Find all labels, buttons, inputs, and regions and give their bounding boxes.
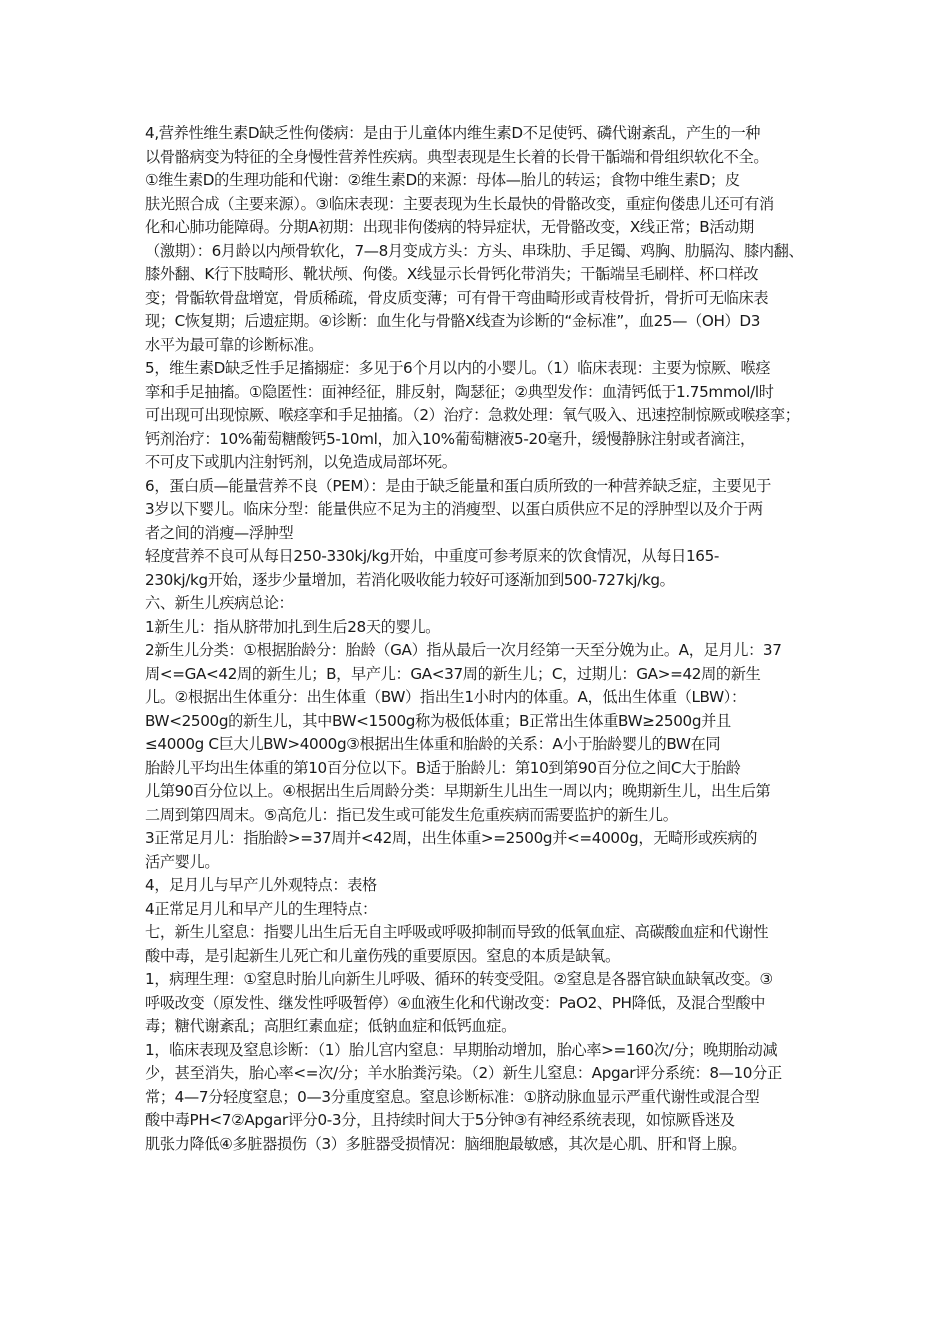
text-line: 肌张力降低④多脏器损伤（3）多脏器受损情况：脑细胞最敏感，其次是心肌、肝和肾上腺。 [145,1134,747,1153]
text-line: 1，临床表现及窒息诊断：（1）胎儿宫内窒息：早期胎动增加，胎心率>=160次/分；晚期胎动减 [145,1040,778,1059]
text-line: 胎龄儿平均出生体重的第10百分位以下。B适于胎龄儿：第10到第90百分位之间C大于胎龄 [145,758,741,777]
text-line: 活产婴儿。 [145,852,220,871]
text-line: 以骨骼病变为特征的全身慢性营养性疾病。典型表现是生长着的长骨干骺端和骨组织软化不全。 [145,147,769,166]
text-line: 者之间的消瘦—浮肿型 [145,523,294,542]
text-line: 3正常足月儿：指胎龄>=37周并<42周，出生体重>=2500g并<=4000g，无畸形或疾病的 [145,829,758,847]
text-line: 可出现可出现惊厥、喉痉挛和手足抽搐。（2）治疗：急救处理：氧气吸入、迅速控制惊厥或喉痉挛； [145,406,800,424]
text-line: 230kj/kg开始，逐步少量增加，若消化吸收能力较好可逐渐加到500-727kj/kg。 [145,570,675,589]
text-line: 5，维生素D缺乏性手足搐搦症：多见于6个月以内的小婴儿。（1）临床表现：主要为惊厥、喉痉 [145,359,771,377]
text-line: 少，甚至消失，胎心率<=次/分；羊水胎粪污染。（2）新生儿窒息：Apgar评分系统：8—10分正 [145,1064,782,1082]
text-line: 6，蛋白质—能量营养不良（PEM）：是由于缺乏能量和蛋白质所致的一种营养缺乏症，主要见于 [145,476,772,495]
text-line: 化和心肺功能障碍。分期A初期：出现非佝偻病的特异症状，无骨骼改变，X线正常；B活动期 [145,218,754,236]
text-line: （激期）：6月龄以内颅骨软化，7—8月变成方头：方头、串珠肋、手足镯、鸡胸、肋膈沟、膝内翻、 [145,241,804,260]
document-body [145,122,835,1156]
text-line: ≤4000g C巨大儿BW>4000g③根据出生体重和胎龄的关系：A小于胎龄婴儿的BW在同 [145,735,721,753]
text-line: 不可皮下或肌内注射钙剂，以免造成局部坏死。 [145,453,457,471]
text-line: 4,营养性维生素D缺乏性佝偻病：是由于儿童体内维生素D不足使钙、磷代谢紊乱，产生的一种 [145,124,761,142]
text-line: 酸中毒PH<7②Apgar评分0-3分，且持续时间大于5分钟③有神经系统表现，如惊厥昏迷及 [145,1111,735,1129]
text-line: BW<2500g的新生儿，其中BW<1500g称为极低体重；B正常出生体重BW≥2500g并且 [145,711,731,730]
text-line: 1，病理生理：①窒息时胎儿向新生儿呼吸、循环的转变受阻。②窒息是各器官缺血缺氧改变。③ [145,970,773,988]
text-line: 膝外翻、K行下肢畸形、靴状颅、佝偻。X线显示长骨钙化带消失；干骺端呈毛刷样、杯口样改 [145,265,759,283]
text-line: 轻度营养不良可从每日250-330kj/kg开始，中重度可参考原来的饮食情况，从每日165- [145,547,720,565]
text-line: 二周到第四周末。⑤高危儿：指已发生或可能发生危重疾病而需要监护的新生儿。 [145,805,678,824]
text-line: 挛和手足抽搐。①隐匿性：面神经征，腓反射，陶瑟征；②典型发作：血清钙低于1.75mmol/l时 [145,382,774,401]
text-line: 钙剂治疗：10%葡萄糖酸钙5-10ml，加入10%葡萄糖液5-20毫升，缓慢静脉注射或者滴注， [145,429,755,448]
text-line: 4，足月儿与早产儿外观特点：表格 [145,876,377,894]
text-line: 周<=GA<42周的新生儿；B，早产儿：GA<37周的新生儿；C，过期儿：GA>=42周的新生 [145,664,761,683]
text-line: 现；C恢复期；后遗症期。④诊断：血生化与骨骼X线查为诊断的“金标准”，血25—（OH）D3 [145,312,761,330]
text-line: 酸中毒，是引起新生儿死亡和儿童伤残的重要原因。窒息的本质是缺氧。 [145,946,620,965]
text-line: 1新生儿：指从脐带加扎到生后28天的婴儿。 [145,617,441,636]
text-line: 毒；糖代谢紊乱；高胆红素血症；低钠血症和低钙血症。 [145,1017,516,1035]
text-line: 呼吸改变（原发性、继发性呼吸暂停）④血液生化和代谢改变：PaO2、PH降低，及混合型酸中 [145,993,766,1012]
text-line: 儿。②根据出生体重分：出生体重（BW）指出生1小时内的体重。A，低出生体重（LBW）： [145,688,746,706]
text-line: 变；骨骺软骨盘增宽，骨质稀疏，骨皮质变薄；可有骨干弯曲畸形或青枝骨折，骨折可无临床表 [145,288,769,307]
text-line: 4正常足月儿和早产儿的生理特点： [145,899,377,918]
text-line: 六、新生儿疾病总论： [145,594,294,612]
text-line: 水平为最可靠的诊断标准。 [145,335,324,354]
text-line: 七，新生儿窒息：指婴儿出生后无自主呼吸或呼吸抑制而导致的低氧血症、高碳酸血症和代谢性 [145,923,769,941]
text-line: 儿第90百分位以上。④根据出生后周龄分类：早期新生儿出生一周以内；晚期新生儿，出生后第 [145,782,771,800]
text-line: 常；4—7分轻度窒息；0—3分重度窒息。窒息诊断标准：①脐动脉血显示严重代谢性或混合型 [145,1087,760,1106]
text-line: 2新生儿分类：①根据胎龄分：胎龄（GA）指从最后一次月经第一天至分娩为止。A，足月儿：37 [145,641,782,659]
text-line: ①维生素D的生理功能和代谢：②维生素D的来源：母体—胎儿的转运；食物中维生素D；皮 [145,171,740,189]
text-line: 3岁以下婴儿。临床分型：能量供应不足为主的消瘦型、以蛋白质供应不足的浮肿型以及介于两 [145,500,763,518]
text-line: 肤光照合成（主要来源）。③临床表现：主要表现为生长最快的骨骼改变，重症佝偻患儿还可有消 [145,194,774,213]
